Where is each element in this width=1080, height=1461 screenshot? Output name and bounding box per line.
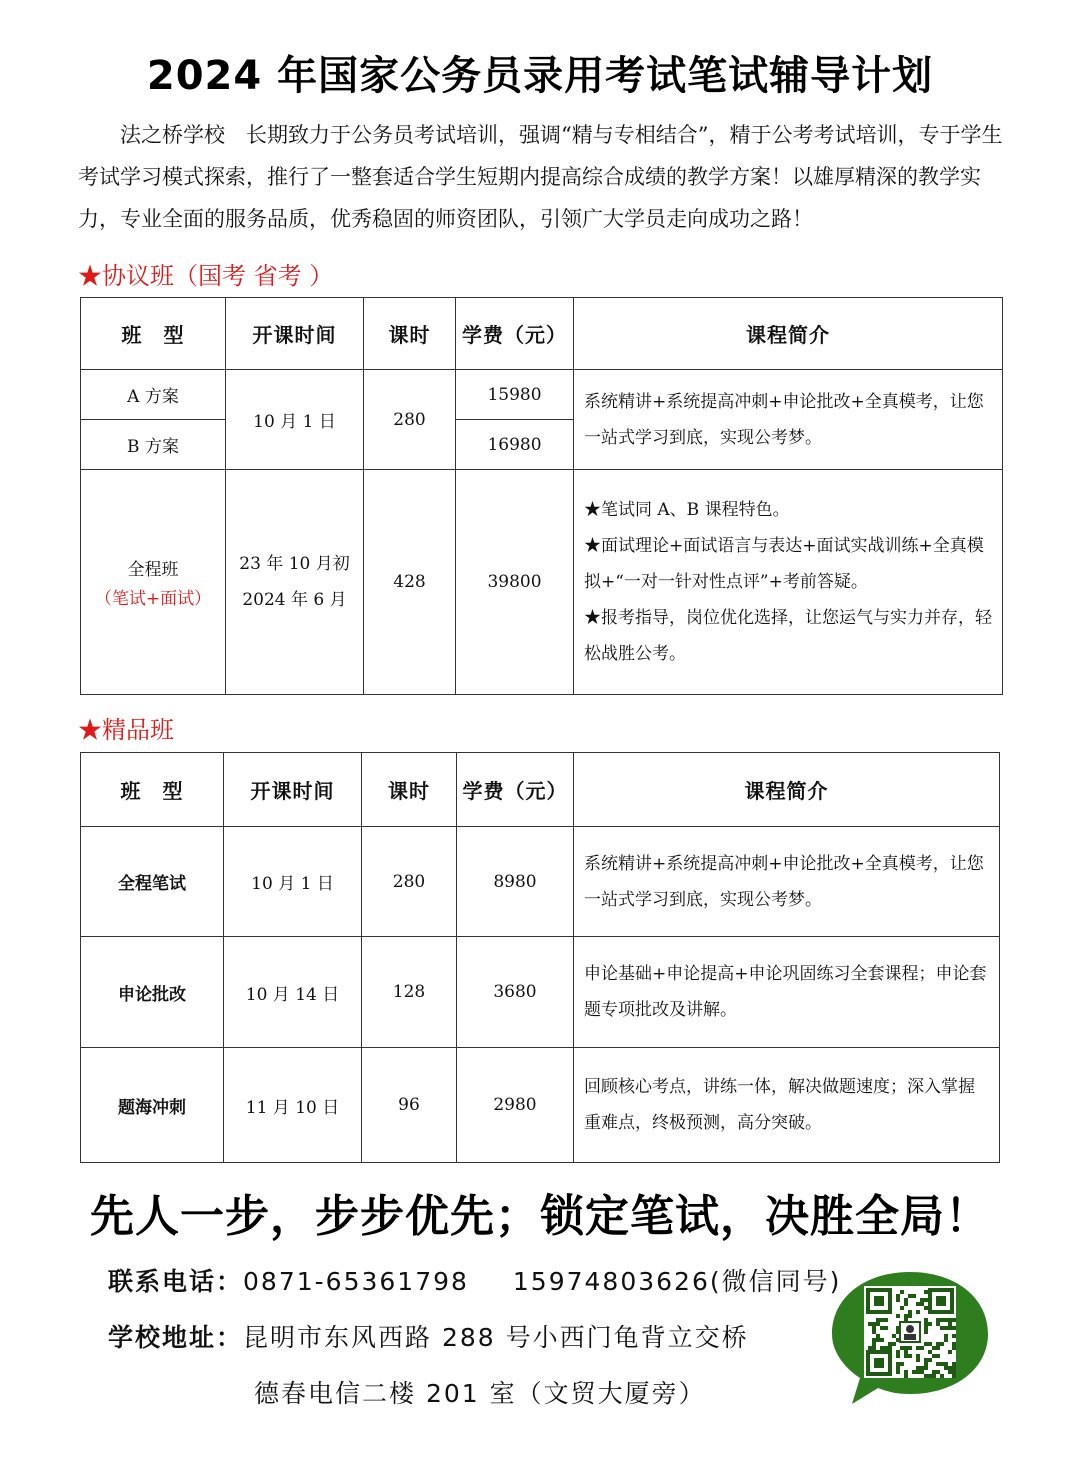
col-header-date: 开课时间 bbox=[226, 298, 364, 370]
description: 申论基础+申论提高+申论巩固练习全套课程；申论套题专项批改及讲解。 bbox=[574, 937, 1000, 1048]
class-name: 申论批改 bbox=[81, 937, 224, 1048]
qr-module bbox=[940, 1362, 944, 1366]
qr-module bbox=[916, 1310, 920, 1314]
qr-module bbox=[916, 1366, 920, 1370]
col-header-desc: 课程简介 bbox=[574, 298, 1003, 370]
qr-module bbox=[872, 1346, 876, 1350]
class-name: 题海冲刺 bbox=[81, 1048, 224, 1163]
qr-module bbox=[880, 1346, 884, 1350]
qr-module bbox=[948, 1318, 952, 1322]
qr-module bbox=[932, 1374, 936, 1378]
ab-start-date: 10 月 1 日 bbox=[226, 370, 364, 470]
intro-paragraph: 法之桥学校 长期致力于公务员考试培训，强调“精与专相结合”，精于公考考试培训，专于学生考试学习模式探索，推行了一整套适合学生短期内提高综合成绩的教学方案！以雄厚精深的教学实力，专业全面的服务品质，优秀稳固的师资团队，引领广大学员走向成功之路！ bbox=[78, 123, 1003, 231]
col-header-fee: 学费（元） bbox=[457, 753, 574, 827]
phone-label: 联系电话： bbox=[108, 1267, 244, 1296]
start-date: 11 月 10 日 bbox=[224, 1048, 362, 1163]
qr-module bbox=[900, 1306, 904, 1310]
qr-module bbox=[924, 1318, 928, 1322]
qr-module bbox=[920, 1366, 924, 1370]
hours: 280 bbox=[362, 827, 457, 937]
qr-module bbox=[948, 1322, 952, 1326]
description: 回顾核心考点，讲练一体，解决做题速度；深入掌握重难点，终极预测，高分突破。 bbox=[574, 1048, 1000, 1163]
full-course-hours: 428 bbox=[364, 470, 456, 695]
table-row bbox=[81, 937, 1000, 1048]
qr-module bbox=[920, 1298, 924, 1302]
qr-module bbox=[904, 1346, 908, 1350]
qr-module bbox=[896, 1294, 900, 1298]
qr-module bbox=[928, 1350, 932, 1354]
qr-module bbox=[876, 1338, 880, 1342]
qr-module bbox=[936, 1362, 940, 1366]
fee: 2980 bbox=[457, 1048, 574, 1163]
qr-module bbox=[948, 1366, 952, 1370]
qr-module bbox=[952, 1366, 956, 1370]
qr-module bbox=[952, 1346, 956, 1350]
qr-module bbox=[924, 1290, 928, 1294]
qr-module bbox=[900, 1362, 904, 1366]
qr-module bbox=[888, 1342, 892, 1346]
qr-module bbox=[896, 1370, 900, 1374]
qr-module bbox=[880, 1326, 884, 1330]
col-header-class: 班 型 bbox=[81, 753, 224, 827]
qr-module bbox=[952, 1334, 956, 1338]
qr-module bbox=[880, 1318, 884, 1322]
qr-module bbox=[888, 1346, 892, 1350]
col-header-fee: 学费（元） bbox=[456, 298, 574, 370]
full-course-description bbox=[574, 470, 1003, 695]
qr-module bbox=[924, 1362, 928, 1366]
full-course-name: 全程班 bbox=[127, 560, 179, 580]
qr-module bbox=[952, 1362, 956, 1366]
qr-module bbox=[916, 1358, 920, 1362]
qr-module bbox=[924, 1326, 928, 1330]
qr-module bbox=[896, 1314, 900, 1318]
qr-module bbox=[936, 1322, 940, 1326]
page-title: 2024 年国家公务员录用考试笔试辅导计划 bbox=[146, 53, 934, 99]
qr-module bbox=[924, 1306, 928, 1310]
qr-module bbox=[952, 1342, 956, 1346]
qr-module bbox=[948, 1370, 952, 1374]
plan-a-fee: 15980 bbox=[456, 370, 574, 420]
qr-module bbox=[940, 1326, 944, 1330]
qr-module bbox=[868, 1322, 872, 1326]
hours: 128 bbox=[362, 937, 457, 1048]
qr-module bbox=[904, 1374, 908, 1378]
qr-module bbox=[912, 1294, 916, 1298]
qr-module bbox=[928, 1322, 932, 1326]
qr-module bbox=[908, 1294, 912, 1298]
qr-module bbox=[884, 1318, 888, 1322]
qr-module bbox=[912, 1370, 916, 1374]
qr-module bbox=[952, 1370, 956, 1374]
full-course-fee: 39800 bbox=[456, 470, 574, 695]
col-header-hours: 课时 bbox=[362, 753, 457, 827]
qr-module bbox=[936, 1342, 940, 1346]
qr-module bbox=[936, 1318, 940, 1322]
col-header-date: 开课时间 bbox=[224, 753, 362, 827]
qr-module bbox=[908, 1314, 912, 1318]
qr-module bbox=[952, 1318, 956, 1322]
description: 系统精讲+系统提高冲刺+申论批改+全真模考，让您一站式学习到底，实现公考梦。 bbox=[574, 827, 1000, 937]
qr-module bbox=[876, 1318, 880, 1322]
address-line-1: 昆明市东风西路 288 号小西门龟背立交桥 bbox=[243, 1323, 749, 1352]
qr-module bbox=[924, 1298, 928, 1302]
col-header-class: 班 型 bbox=[81, 298, 226, 370]
qr-module bbox=[940, 1318, 944, 1322]
qr-module bbox=[920, 1346, 924, 1350]
full-date-end: 2024 年 6 月 bbox=[242, 590, 347, 610]
qr-module bbox=[904, 1354, 908, 1358]
phone-number-2: 15974803626(微信同号) bbox=[512, 1267, 842, 1296]
qr-module bbox=[924, 1342, 928, 1346]
table-row bbox=[81, 1048, 1000, 1163]
qr-module bbox=[908, 1346, 912, 1350]
fee: 8980 bbox=[457, 827, 574, 937]
contact-address-line bbox=[108, 1318, 749, 1354]
qr-module bbox=[944, 1334, 948, 1338]
class-name: 全程笔试 bbox=[81, 827, 224, 937]
qr-module bbox=[904, 1302, 908, 1306]
qr-module bbox=[948, 1326, 952, 1330]
table-row bbox=[81, 370, 1003, 420]
qr-module bbox=[944, 1338, 948, 1342]
qr-module bbox=[904, 1350, 908, 1354]
qr-module bbox=[940, 1342, 944, 1346]
qr-module bbox=[884, 1346, 888, 1350]
plan-a-name: A 方案 bbox=[81, 370, 226, 420]
qr-module bbox=[884, 1326, 888, 1330]
full-course-dates bbox=[226, 470, 364, 695]
phone-number-1: 0871-65361798 bbox=[243, 1267, 469, 1296]
qr-module bbox=[868, 1346, 872, 1350]
table-row bbox=[81, 827, 1000, 937]
qr-module bbox=[928, 1374, 932, 1378]
contact-phone-line bbox=[108, 1262, 841, 1298]
wechat-qr-code bbox=[830, 1268, 990, 1408]
qr-module bbox=[932, 1354, 936, 1358]
plan-b-name: B 方案 bbox=[81, 420, 226, 470]
qr-module bbox=[932, 1370, 936, 1374]
qr-module bbox=[932, 1346, 936, 1350]
qr-module bbox=[908, 1354, 912, 1358]
fee: 3680 bbox=[457, 937, 574, 1048]
qr-module bbox=[896, 1350, 900, 1354]
qr-module bbox=[940, 1374, 944, 1378]
qr-module bbox=[900, 1290, 904, 1294]
qr-module bbox=[920, 1370, 924, 1374]
qr-module bbox=[896, 1298, 900, 1302]
qr-module bbox=[916, 1354, 920, 1358]
qr-module bbox=[904, 1298, 908, 1302]
qr-module bbox=[896, 1354, 900, 1358]
qr-module bbox=[944, 1318, 948, 1322]
qr-module bbox=[872, 1330, 876, 1334]
contact-address-line-2: 德春电信二楼 201 室（文贸大厦旁） bbox=[254, 1379, 706, 1408]
qr-module bbox=[936, 1354, 940, 1358]
address-label: 学校地址： bbox=[108, 1323, 244, 1352]
full-course-cell bbox=[81, 470, 226, 695]
qr-module bbox=[896, 1366, 900, 1370]
slogan: 先人一步，步步优先；锁定笔试，决胜全局！ bbox=[90, 1191, 990, 1242]
col-header-hours: 课时 bbox=[364, 298, 456, 370]
qr-module bbox=[924, 1322, 928, 1326]
section-heading-premium: ★精品班 bbox=[78, 716, 174, 744]
qr-module bbox=[872, 1322, 876, 1326]
qr-module bbox=[904, 1314, 908, 1318]
qr-module bbox=[916, 1346, 920, 1350]
qr-module bbox=[936, 1370, 940, 1374]
qr-module bbox=[872, 1342, 876, 1346]
full-desc-line-3: ★报考指导，岗位优化选择，让您运气与实力并存，轻松战胜公考。 bbox=[584, 608, 992, 664]
col-header-desc: 课程简介 bbox=[574, 753, 1000, 827]
full-course-subtitle: （笔试+面试） bbox=[94, 589, 212, 609]
qr-module bbox=[876, 1334, 880, 1338]
qr-module bbox=[952, 1326, 956, 1330]
qr-module bbox=[876, 1322, 880, 1326]
ab-description: 系统精讲+系统提高冲刺+申论批改+全真模考，让您一站式学习到底，实现公考梦。 bbox=[574, 370, 1003, 470]
section-heading-agreement: ★协议班（国考 省考 ） bbox=[78, 262, 334, 290]
start-date: 10 月 14 日 bbox=[224, 937, 362, 1048]
qr-module bbox=[896, 1362, 900, 1366]
hours: 96 bbox=[362, 1048, 457, 1163]
qr-module bbox=[924, 1374, 928, 1378]
qr-module bbox=[928, 1342, 932, 1346]
qr-module bbox=[904, 1370, 908, 1374]
qr-module bbox=[952, 1374, 956, 1378]
ab-hours: 280 bbox=[364, 370, 456, 470]
qr-module bbox=[880, 1338, 884, 1342]
qr-module bbox=[944, 1326, 948, 1330]
qr-module bbox=[944, 1366, 948, 1370]
qr-module bbox=[908, 1310, 912, 1314]
agreement-class-table bbox=[80, 297, 1003, 695]
qr-module bbox=[924, 1358, 928, 1362]
qr-module bbox=[936, 1346, 940, 1350]
qr-module bbox=[924, 1366, 928, 1370]
premium-class-table bbox=[80, 752, 1000, 1163]
qr-module bbox=[916, 1370, 920, 1374]
qr-module bbox=[948, 1350, 952, 1354]
qr-module bbox=[872, 1326, 876, 1330]
qr-module bbox=[892, 1334, 896, 1338]
qr-module bbox=[916, 1302, 920, 1306]
full-desc-line-1: ★笔试同 A、B 课程特色。 bbox=[584, 500, 790, 520]
table-header-row bbox=[81, 753, 1000, 827]
qr-module bbox=[872, 1338, 876, 1342]
qr-module bbox=[928, 1358, 932, 1362]
full-desc-line-2: ★面试理论+面试语言与表达+面试实战训练+全真模拟+“一对一针对性点评”+考前答疑。 bbox=[584, 536, 984, 592]
qr-module bbox=[944, 1362, 948, 1366]
qr-module bbox=[892, 1342, 896, 1346]
table-row bbox=[81, 470, 1003, 695]
plan-b-fee: 16980 bbox=[456, 420, 574, 470]
table-header-row bbox=[81, 298, 1003, 370]
qr-module bbox=[920, 1302, 924, 1306]
qr-module bbox=[924, 1330, 928, 1334]
full-date-start: 23 年 10 月初 bbox=[239, 554, 350, 574]
qr-module bbox=[900, 1346, 904, 1350]
start-date: 10 月 1 日 bbox=[224, 827, 362, 937]
